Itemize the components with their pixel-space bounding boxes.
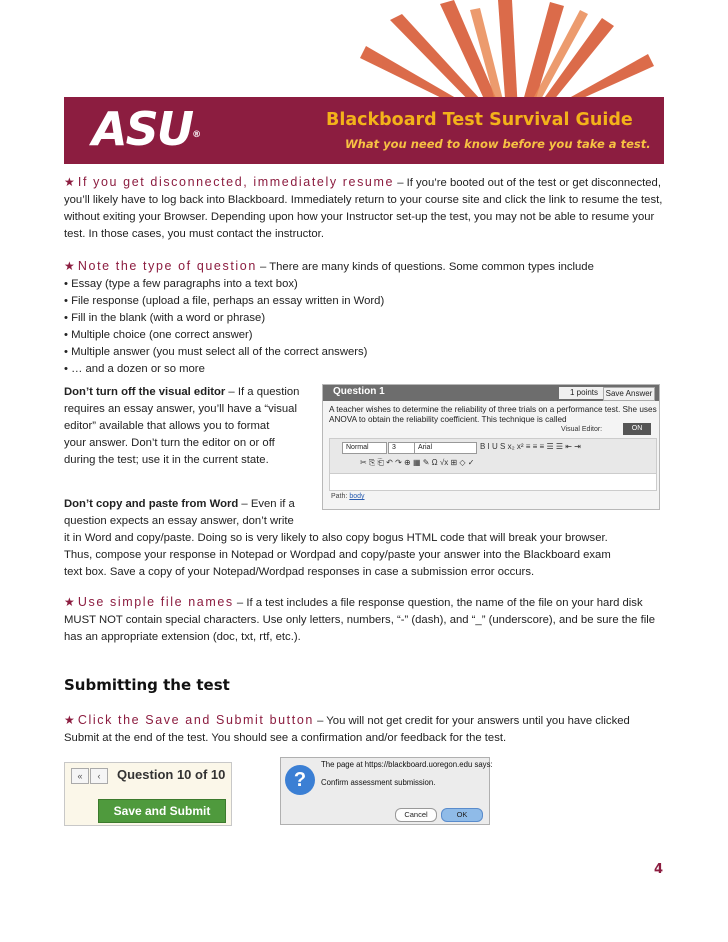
confirm-dialog-screenshot bbox=[280, 757, 493, 825]
tip-heading: Use simple file names bbox=[77, 595, 234, 609]
question-icon: ? bbox=[285, 765, 315, 795]
tip-text: – Even if a bbox=[238, 498, 295, 510]
tip-text: – If a test includes a file response question, the name of the file on your hard disk MUST NOT contain special characters. Use only letters, numbers, “-” (dash), and “_” (underscore), and be sure the file has an appropriate extension (doc, txt, rtf, etc.). bbox=[64, 597, 656, 643]
editor-toolbar bbox=[329, 438, 657, 474]
tip-text: – If a question bbox=[225, 386, 300, 398]
format-buttons[interactable]: B I U S x₂ x² ≡ ≡ ≡ ☰ ☰ ⇤ ⇥ bbox=[480, 442, 581, 451]
question-text: A teacher wishes to determine the reliability of three trials on a performance test. She uses ANOVA to obtain the reliability coefficient. This technique is called bbox=[329, 405, 657, 424]
star-icon: ★ bbox=[64, 595, 75, 609]
first-question-button[interactable]: « bbox=[71, 768, 89, 784]
visual-editor-toggle[interactable]: ON bbox=[623, 423, 651, 435]
save-submit-screenshot bbox=[64, 762, 232, 826]
question-counter: Question 10 of 10 bbox=[117, 767, 226, 782]
tip-text: during the test; use it in the current state. bbox=[64, 454, 269, 466]
edit-buttons[interactable]: ✂ ⎘ ⎗ ↶ ↷ ⊕ ▦ ✎ Ω √x ⊞ ◇ ✓ bbox=[360, 458, 475, 467]
star-icon: ★ bbox=[64, 713, 75, 727]
list-item: • Fill in the blank (with a word or phrase) bbox=[64, 312, 266, 324]
tip-heading: Don’t turn off the visual editor bbox=[64, 386, 226, 398]
tip-text: – There are many kinds of questions. Some common types include bbox=[256, 261, 594, 273]
asu-logo: ASU® bbox=[92, 102, 202, 156]
list-item: • File response (upload a file, perhaps an essay written in Word) bbox=[64, 295, 385, 307]
question-header bbox=[323, 385, 659, 401]
visual-editor-label: Visual Editor: bbox=[561, 426, 603, 433]
tip-disconnected bbox=[64, 174, 664, 243]
tip-question-type bbox=[64, 258, 664, 378]
list-item: • Multiple answer (you must select all of the correct answers) bbox=[64, 346, 368, 358]
cancel-button[interactable]: Cancel bbox=[395, 808, 437, 822]
tip-text: it in Word and copy/paste. Doing so is very likely to also copy bogus HTML code that will break your browser. bbox=[64, 532, 608, 544]
question-points: 1 points bbox=[559, 387, 609, 399]
path-label: Path: bbox=[331, 493, 348, 500]
tip-file-names bbox=[64, 594, 664, 646]
font-select[interactable]: Arial bbox=[414, 442, 477, 454]
tip-text: – You will not get credit for your answers until you have clicked Submit at the end of the test. You should see a confirmation and/or feedback for the test. bbox=[64, 715, 630, 744]
ok-button[interactable]: OK bbox=[441, 808, 483, 822]
tip-visual-editor bbox=[64, 384, 320, 469]
tip-text: Thus, compose your response in Notepad or Wordpad and copy/paste your answer into the Blackboard exam bbox=[64, 549, 611, 561]
tip-text: – If you’re booted out of the test or get disconnected, you’ll likely have to log back into Blackboard. Immediately return to your course site and click the link to resume the test, without exiting your Browser. Depending upon how your Instructor set-up the test, you may not be able to resume your test. In those cases, you must contact the instructor. bbox=[64, 177, 663, 240]
star-icon: ★ bbox=[64, 175, 75, 189]
tip-heading: Click the Save and Submit button bbox=[77, 713, 314, 727]
path-link[interactable]: body bbox=[349, 493, 365, 500]
guide-title: Blackboard Test Survival Guide bbox=[326, 110, 633, 130]
star-icon: ★ bbox=[64, 259, 75, 273]
tip-text: requires an essay answer, you’ll have a “visual bbox=[64, 403, 297, 415]
tip-heading: Note the type of question bbox=[77, 259, 257, 273]
tip-text: question expects an essay answer, don’t write bbox=[64, 515, 294, 527]
previous-question-button[interactable]: ‹ bbox=[90, 768, 108, 784]
tip-save-submit bbox=[64, 712, 664, 747]
tip-text: text box. Save a copy of your Notepad/Wordpad responses in case a submission error occurs. bbox=[64, 566, 535, 578]
size-select[interactable]: 3 bbox=[388, 442, 415, 454]
save-answer-button[interactable]: Save Answer bbox=[603, 387, 655, 401]
tip-heading: If you get disconnected, immediately resume bbox=[77, 175, 395, 189]
list-item: • … and a dozen or so more bbox=[64, 363, 205, 375]
tip-text: your answer. Don’t turn the editor on or off bbox=[64, 437, 275, 449]
tip-heading: Don’t copy and paste from Word bbox=[64, 498, 239, 510]
list-item: • Essay (type a few paragraphs into a text box) bbox=[64, 278, 298, 290]
page-number: 4 bbox=[654, 862, 664, 877]
format-select[interactable]: Normal bbox=[342, 442, 387, 454]
section-heading: Submitting the test bbox=[64, 676, 230, 694]
list-item: • Multiple choice (one correct answer) bbox=[64, 329, 253, 341]
answer-text-area[interactable] bbox=[329, 473, 657, 491]
tip-text: editor” available that allows you to format bbox=[64, 420, 270, 432]
guide-subtitle: What you need to know before you take a test. bbox=[345, 137, 651, 151]
dialog-title: The page at https://blackboard.uoregon.edu says: bbox=[321, 760, 493, 769]
sunburst-graphic bbox=[330, 0, 690, 112]
editor-path bbox=[331, 493, 365, 500]
question-screenshot bbox=[322, 384, 660, 510]
dialog-message: Confirm assessment submission. bbox=[321, 778, 436, 787]
save-and-submit-button[interactable]: Save and Submit bbox=[98, 799, 226, 823]
question-title: Question 1 bbox=[333, 386, 385, 397]
